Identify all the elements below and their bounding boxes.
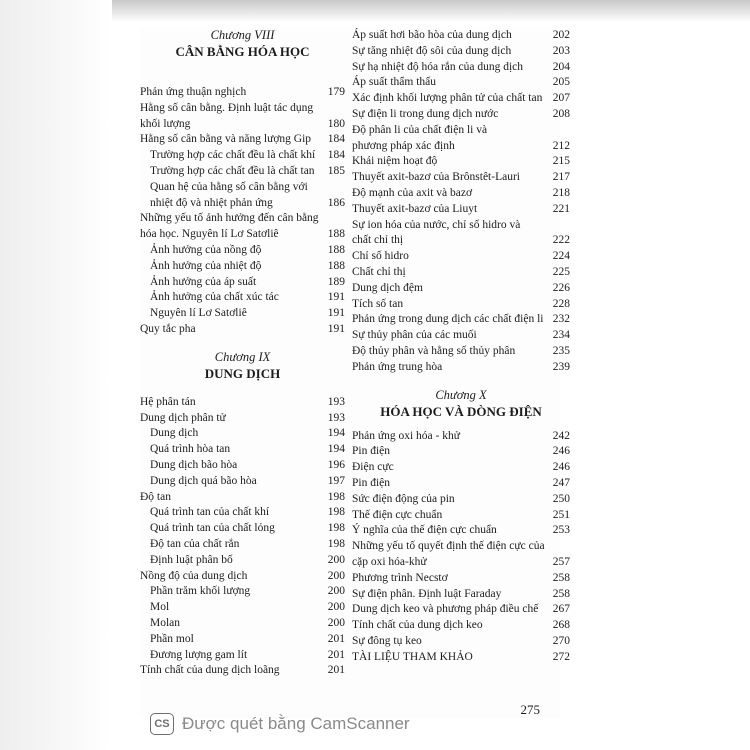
toc-entry-title: Phản ứng trung hòa [352,360,443,373]
toc-entry-title: Dung dịch phân tử [140,411,226,424]
toc-entry [140,537,345,553]
toc-entry-page: 196 [327,458,345,471]
toc-entry-page: 200 [327,569,345,582]
toc-entry [140,521,345,537]
toc-entry-page: 200 [327,553,345,566]
toc-entry-title: Ảnh hưởng của chất xúc tác [150,291,279,304]
toc-entry-page: 246 [552,461,570,474]
toc-entry-page: 203 [552,44,570,57]
toc-entry [352,539,570,555]
toc-entry-title: Phương trình Necstơ [352,571,448,584]
page-number: 275 [520,702,540,717]
toc-entry-page: 222 [552,234,570,247]
toc-entry-page: 186 [327,196,345,209]
toc-entry-title: Hệ phân tán [140,395,196,408]
toc-entry-title: Phần mol [150,632,194,645]
toc-entry-page: 215 [552,155,570,168]
toc-entry-page: 184 [327,133,345,146]
toc-entry-page: 224 [552,250,570,263]
chapter-8-entries [140,85,345,338]
book-spine-shadow [0,0,112,750]
toc-entry-title: Pin điện [352,445,391,458]
toc-entry [140,211,345,227]
chapter-8-title: CÂN BẰNG HÓA HỌC [175,44,310,59]
right-column [352,28,570,665]
toc-entry-page: 193 [327,395,345,408]
toc-entry [352,154,570,170]
toc-entry-page: 197 [327,474,345,487]
toc-entry-title: Áp suất hơi bão hòa của dung dịch [352,29,512,41]
toc-entry-title: khối lượng [140,117,191,130]
toc-entry [140,117,345,133]
toc-entry-page: 270 [552,634,570,647]
toc-entry-page: 232 [552,313,570,326]
toc-entry-title: Độ tan của chất rắn [150,537,240,550]
toc-entry-page: 201 [327,648,345,661]
toc-entry-page: 198 [327,490,345,503]
toc-entry [140,663,345,679]
toc-entry-page: 218 [552,186,570,199]
toc-entry [140,584,345,600]
toc-entry [352,297,570,313]
toc-entry-page: 188 [327,259,345,272]
toc-entry-page: 200 [327,616,345,629]
toc-entry [352,602,570,618]
toc-entry-title: Phản ứng oxi hóa - khử [352,429,460,442]
toc-entry-page: 217 [552,171,570,184]
toc-entry-title: Sự ion hóa của nước, chỉ số hidro và [352,218,521,231]
toc-entry-page: 212 [552,139,570,152]
toc-entry-page: 251 [552,508,570,521]
toc-entry-title: Sự điện li trong dung dịch nước [352,107,499,120]
toc-entry-page: 258 [552,587,570,600]
toc-entry-page: 267 [552,603,570,616]
chapter-9-entries [140,395,345,679]
chapter-9-title: DUNG DỊCH [204,365,281,381]
toc-entry [352,476,570,492]
toc-entry-page: 226 [552,281,570,294]
toc-entry-page: 250 [552,492,570,505]
toc-entry [140,322,345,338]
toc-entry-page: 201 [327,664,345,677]
toc-entry-page: 242 [552,429,570,442]
toc-entry [140,458,345,474]
toc-entry-title: Dung dịch bão hòa [150,458,238,471]
chapter-10-entries [352,429,570,666]
toc-entry [140,505,345,521]
toc-entry [352,170,570,186]
toc-entry-title: Độ thủy phân và hằng số thủy phân [352,344,516,357]
toc-entry-title: Trường hợp các chất đều là chất khí [150,149,316,162]
toc-entry [140,490,345,506]
toc-entry [140,227,345,243]
toc-entry-page: 194 [327,443,345,456]
toc-entry-page: 205 [552,76,570,89]
toc-entry-title: Quan hệ của hằng số cân bằng với [150,180,308,193]
toc-entry-title: Molan [150,616,181,629]
toc-entry-title: Sự hạ nhiệt độ hóa rắn của dung dịch [352,60,524,73]
toc-entry [352,186,570,202]
toc-entry [352,265,570,281]
toc-entry-title: Hằng số cân bằng. Định luật tác dụng [140,101,314,114]
toc-entry [352,202,570,218]
toc-entry-page: 257 [552,555,570,568]
toc-entry [352,587,570,603]
chapter-10-title: HÓA HỌC VÀ DÒNG ĐIỆN [380,403,542,419]
toc-entry-page: 201 [327,632,345,645]
toc-entry-page: 191 [327,322,345,335]
toc-entry-title: Sự tăng nhiệt độ sôi của dung dịch [352,44,512,57]
toc-entry-title: Dung dịch [150,427,199,440]
toc-entry [140,426,345,442]
toc-entry [352,444,570,460]
chapter-10-number: Chương X [435,387,487,402]
toc-entry-page: 191 [327,307,345,320]
toc-entry-title: Đương lượng gam lít [150,648,248,661]
toc-entry [352,123,570,139]
toc-entry [140,616,345,632]
toc-entry [140,632,345,648]
toc-entry-title: Phản ứng thuận nghịch [140,86,247,98]
toc-entry [352,555,570,571]
toc-entry [352,218,570,234]
toc-entry [352,107,570,123]
toc-entry-title: Tích số tan [352,297,404,310]
toc-entry [352,28,570,44]
toc-entry-page: 225 [552,265,570,278]
toc-entry [140,101,345,117]
toc-entry [352,233,570,249]
toc-entry-page: 184 [327,149,345,162]
toc-entry-page: 185 [327,164,345,177]
toc-entry [140,243,345,259]
toc-entry [352,508,570,524]
toc-entry-title: Điện cực [352,461,394,474]
toc-entry-title: Quy tắc pha [140,322,196,335]
toc-entry-title: Dung dịch quá bão hòa [150,474,257,487]
toc-entry-page: 221 [552,202,570,215]
toc-entry-title: nhiệt độ và nhiệt phản ứng [150,196,273,209]
toc-entry-page: 198 [327,506,345,519]
toc-entry-page: 202 [552,29,570,41]
camscanner-watermark [150,711,410,737]
chapter-9-number: Chương IX [214,349,271,364]
toc-entry-title: Độ mạnh của axit và bazơ [352,186,473,199]
toc-entry-title: Áp suất thẩm thấu [352,76,436,89]
toc-entry [140,148,345,164]
toc-entry [140,259,345,275]
toc-entry-title: Tính chất của dung dịch loãng [140,664,280,677]
toc-entry [352,75,570,91]
toc-entry-page: 272 [552,650,570,663]
toc-entry-page: 180 [327,117,345,130]
toc-entry [140,395,345,411]
toc-entry [352,429,570,445]
toc-entry-title: Quá trình hòa tan [150,443,231,456]
toc-entry-page: 200 [327,601,345,614]
left-column [140,28,345,679]
toc-entry [352,281,570,297]
toc-entry [140,474,345,490]
toc-entry [352,360,570,376]
toc-entry-title: hóa học. Nguyên lí Lơ Satơliê [140,228,279,241]
toc-entry [140,85,345,101]
toc-entry-page: 234 [552,329,570,342]
toc-entry-title: Sự đông tụ keo [352,634,422,647]
toc-entry-title: chất chỉ thị [352,234,404,247]
toc-entry [140,553,345,569]
toc-entry-page: 200 [327,585,345,598]
toc-entry-page: 228 [552,297,570,310]
camscanner-text: Được quét bằng CamScanner [182,714,410,733]
toc-entry [352,523,570,539]
toc-entry [352,492,570,508]
toc-entry-title: Ý nghĩa của thế điện cực chuẩn [352,524,497,537]
toc-entry-title: Những yếu tố ảnh hưởng đến cân bằng [140,212,319,225]
toc-entry [140,132,345,148]
toc-entry-page: 189 [327,275,345,288]
camscanner-logo: CS [150,713,174,735]
toc-entry-title: Mol [150,601,170,614]
toc-entry-title: Quá trình tan của chất khí [150,506,270,519]
toc-entry-title: Những yếu tố quyết định thế điện cực của [352,540,545,553]
toc-entry-title: Sức điện động của pin [352,492,455,505]
toc-entry-title: Nguyên lí Lơ Satơliê [150,307,247,320]
toc-entry-page: 188 [327,228,345,241]
toc-entry-title: Sự điện phân. Định luật Faraday [352,587,502,600]
toc-entry-title: cặp oxi hóa-khử [352,555,427,568]
toc-entry-title: Độ phân li của chất điện li và [352,123,488,136]
chapter-9-continued-entries [352,28,570,376]
toc-entry [352,312,570,328]
toc-entry [352,634,570,650]
toc-entry [140,411,345,427]
toc-entry-title: Khái niệm hoạt độ [352,155,438,168]
toc-entry-title: Thế điện cực chuẩn [352,508,443,521]
toc-entry-page: 235 [552,344,570,357]
page-top-shadow [112,0,750,22]
toc-entry-page: 193 [327,411,345,424]
toc-entry [140,648,345,664]
toc-entry [140,306,345,322]
toc-entry-title: Độ tan [140,490,171,503]
toc-entry-title: Phần trăm khối lượng [150,585,251,598]
toc-entry-title: Ảnh hưởng của áp suất [150,275,257,288]
toc-entry [352,571,570,587]
toc-entry-page: 258 [552,571,570,584]
toc-entry-page: 253 [552,524,570,537]
toc-entry [140,569,345,585]
toc-entry-page: 198 [327,522,345,535]
toc-entry [352,44,570,60]
toc-entry-page: 191 [327,291,345,304]
toc-entry-title: Trường hợp các chất đều là chất tan [150,164,315,177]
toc-entry-title: Ảnh hưởng của nhiệt độ [150,259,262,272]
toc-entry-title: TÀI LIỆU THAM KHẢO [352,650,473,663]
toc-entry-title: Sự thủy phân của các muối [352,329,477,342]
toc-entry [140,196,345,212]
toc-entry [352,139,570,155]
toc-entry [140,290,345,306]
toc-page [140,28,570,718]
toc-entry-page: 188 [327,243,345,256]
toc-entry [140,180,345,196]
toc-entry [352,344,570,360]
toc-entry-page: 247 [552,476,570,489]
toc-entry-title: Định luật phân bố [150,553,233,566]
toc-entry-page: 246 [552,445,570,458]
toc-entry [352,460,570,476]
toc-entry-page: 208 [552,107,570,120]
toc-entry-page: 179 [327,86,345,98]
toc-entry [352,91,570,107]
toc-entry-title: Pin điện [352,476,391,489]
toc-entry [140,442,345,458]
toc-entry-title: Tính chất của dung dịch keo [352,619,483,632]
toc-entry-page: 268 [552,619,570,632]
toc-entry-title: Dung dịch đệm [352,281,423,294]
toc-entry [352,60,570,76]
toc-entry-title: Chỉ số hidro [352,250,409,263]
toc-entry [352,650,570,666]
toc-entry-title: Phản ứng trong dung dịch các chất điện li [352,313,544,326]
toc-entry-page: 239 [552,360,570,373]
toc-entry-title: Xác định khối lượng phân tử của chất tan [352,92,543,105]
toc-entry-page: 207 [552,92,570,105]
toc-entry-title: Thuyết axit-bazơ của Liuyt [352,202,478,215]
toc-entry [140,275,345,291]
toc-entry-title: Ảnh hưởng của nồng độ [150,243,262,256]
toc-entry [140,600,345,616]
toc-entry-title: Hằng số cân bằng và năng lượng Gip [140,133,312,146]
toc-entry-title: Nồng độ của dung dịch [140,569,248,582]
chapter-8-number: Chương VIII [210,28,275,42]
toc-entry-title: phương pháp xác định [352,139,455,152]
toc-entry [352,618,570,634]
toc-entry-title: Chất chỉ thị [352,265,406,278]
toc-entry-page: 204 [552,60,570,73]
toc-entry [140,164,345,180]
toc-entry-title: Quá trình tan của chất lỏng [150,522,275,535]
toc-entry [352,249,570,265]
toc-entry-title: Dung dịch keo và phương pháp điều chế [352,603,539,616]
toc-entry-page: 194 [327,427,345,440]
toc-entry [352,328,570,344]
toc-entry-page: 198 [327,537,345,550]
toc-entry-title: Thuyết axit-bazơ của Brônstêt-Lauri [352,171,520,184]
